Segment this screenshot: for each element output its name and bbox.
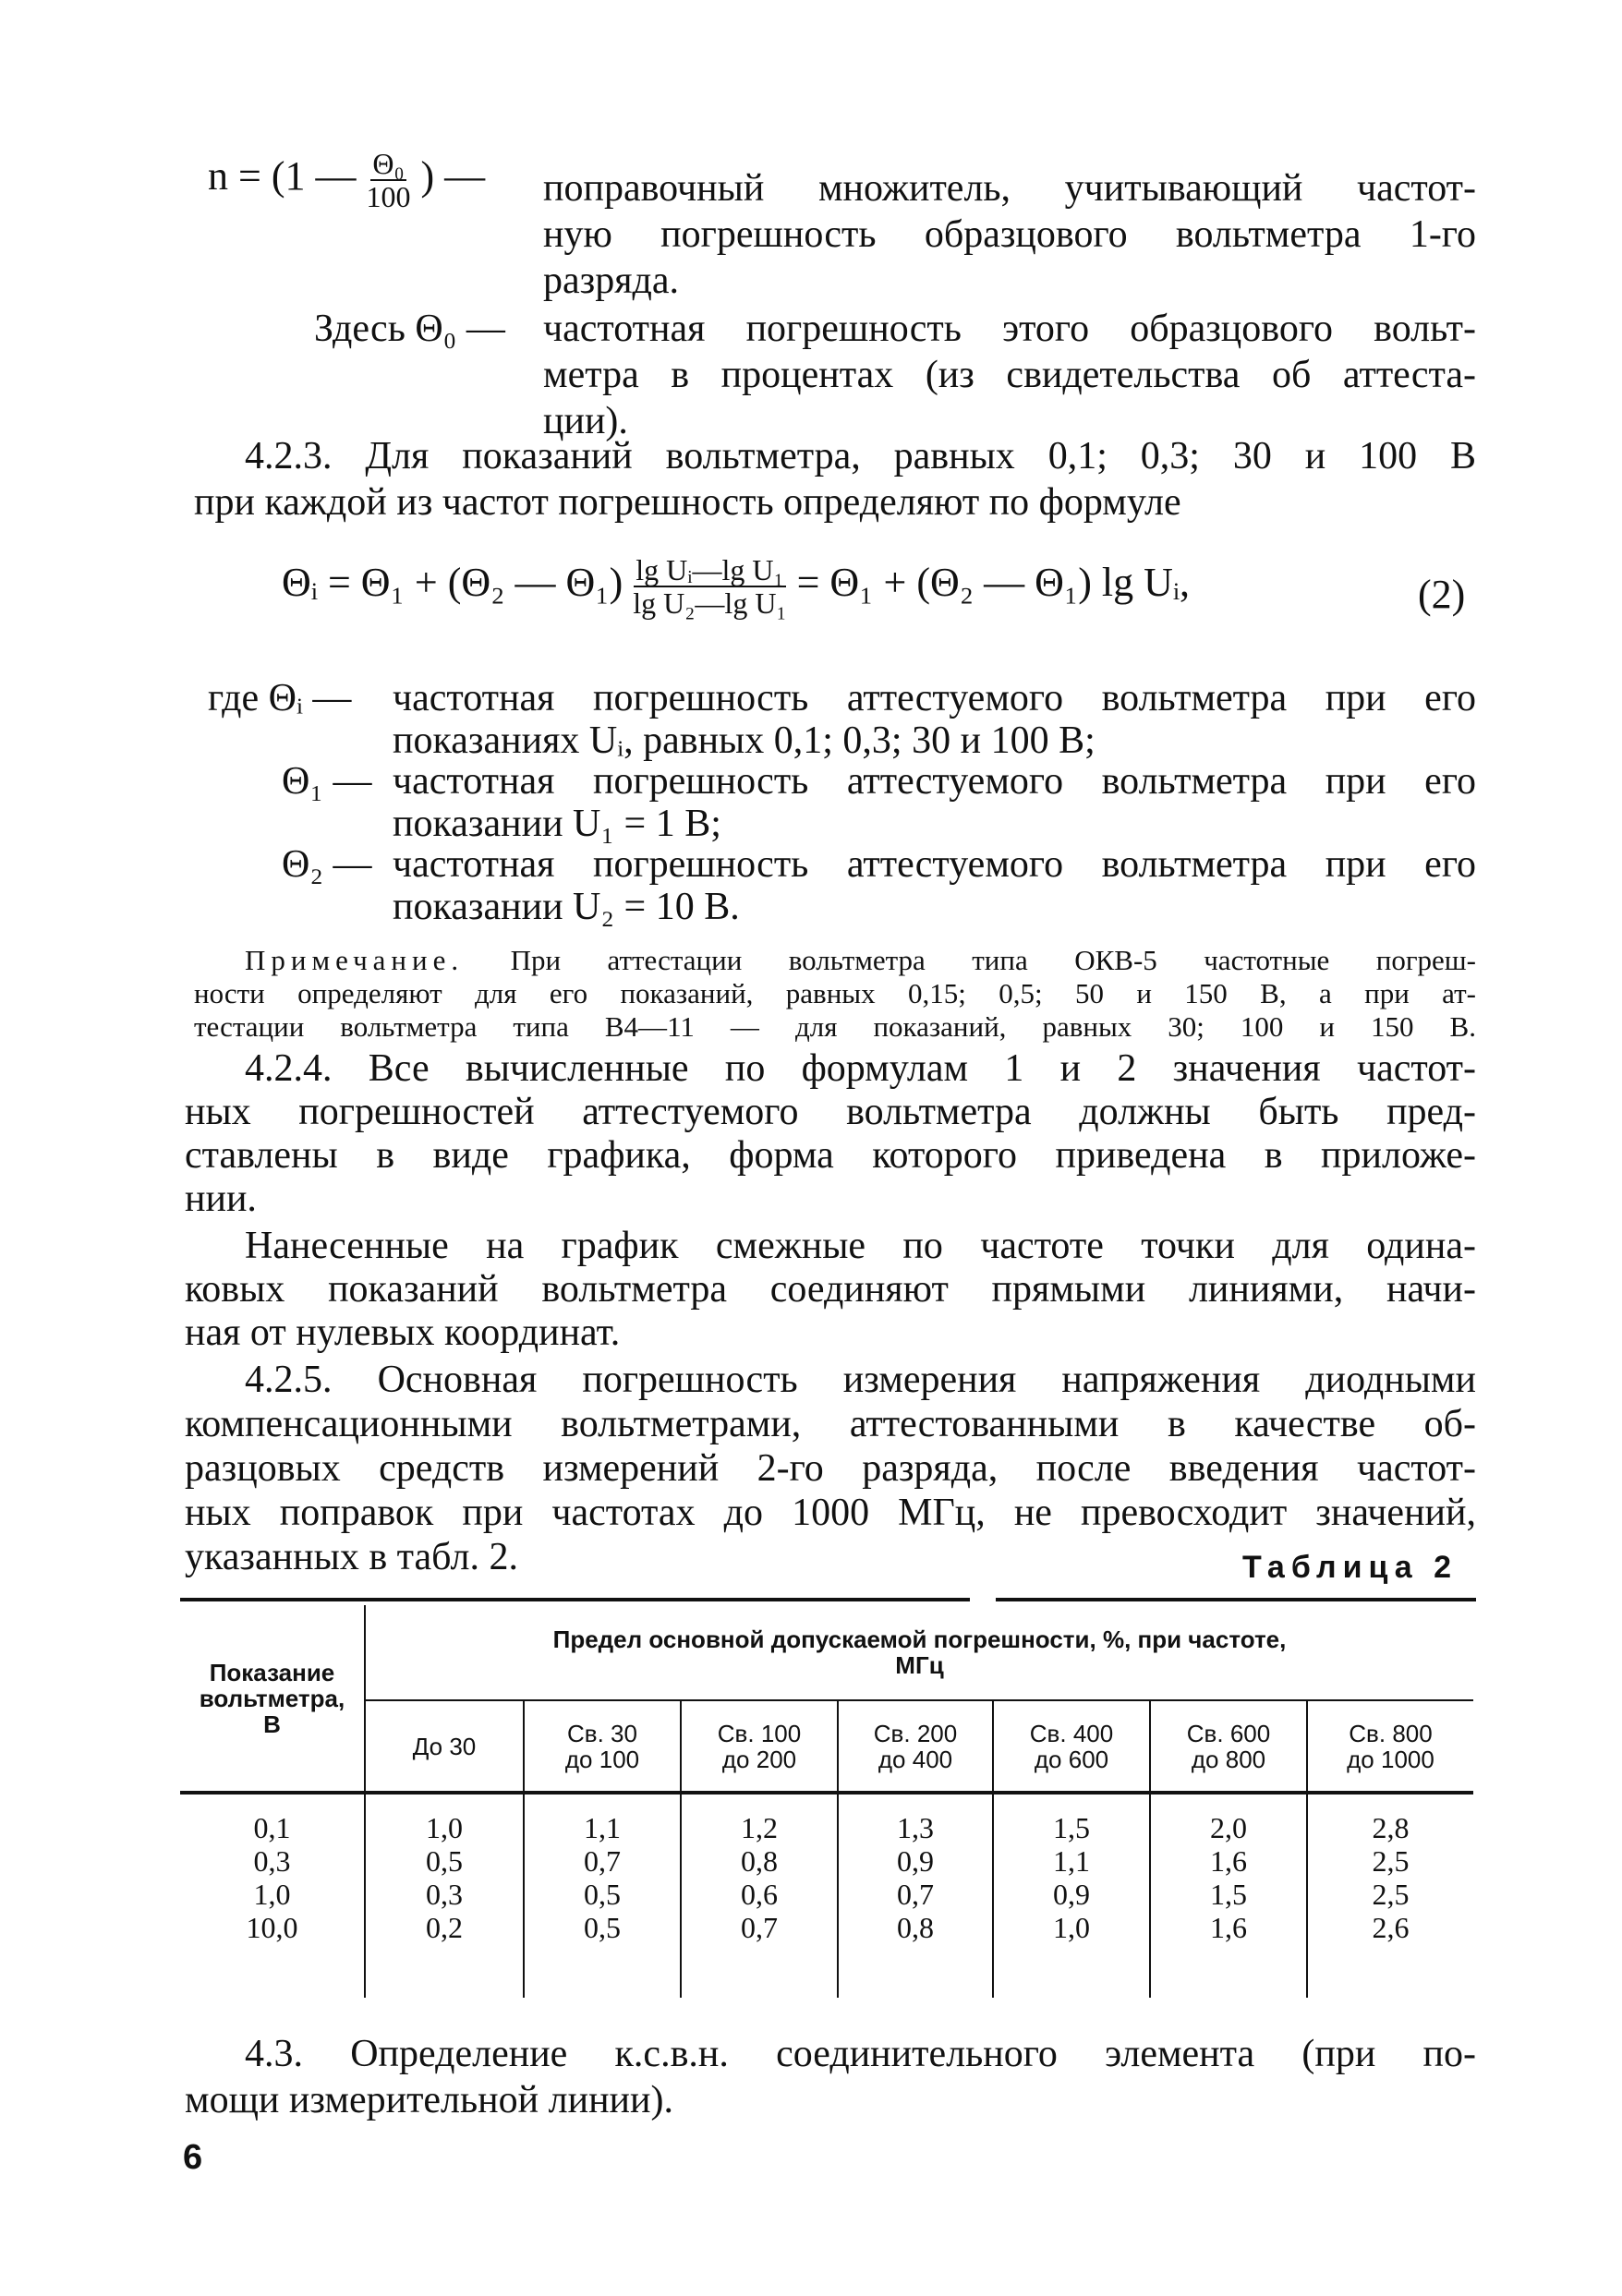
- col-header-text: До 30: [412, 1732, 477, 1760]
- formula-n-fraction: [366, 148, 410, 212]
- here-line-2: метра в процентах (из свидетельства об аттеста-: [543, 354, 1476, 396]
- col-header: [681, 1700, 838, 1793]
- value-column: [838, 1793, 993, 1998]
- where-1-b: показаниях Uᵢ, равных 0,1; 0,3; 30 и 100 В;: [393, 719, 1095, 762]
- formula-n-frac-num: Θ₀: [372, 147, 405, 180]
- here-line-1: частотная погрешность этого образцового вольт-: [543, 308, 1476, 350]
- note-line-1: [245, 944, 1476, 977]
- p424-line-1: 4.2.4. Все вычисленные по формулам 1 и 2 значения частот-: [245, 1047, 1476, 1090]
- value-column: [681, 1793, 838, 1998]
- value-cell: 0,3: [426, 1878, 463, 1911]
- value-cell: 1,2: [741, 1811, 778, 1844]
- where-3-label: Θ₂ —: [282, 843, 372, 886]
- value-column: [993, 1793, 1150, 1998]
- where-3-a: частотная погрешность аттестуемого вольтметра при его: [393, 843, 1476, 886]
- p423-line-2: при каждой из частот погрешность определяют по формуле: [194, 481, 1181, 524]
- p424-line-2: ных погрешностей аттестуемого вольтметра должны быть пред-: [185, 1091, 1476, 1133]
- col-header: [1307, 1700, 1473, 1793]
- value-column: [1150, 1793, 1307, 1998]
- table-top-rule-right: [996, 1598, 1476, 1601]
- p425-line-4: ных поправок при частотах до 1000 МГц, не превосходит значений,: [185, 1492, 1476, 1534]
- value-cell: 0,5: [584, 1911, 621, 1944]
- note-text-1: При аттестации вольтметра типа ОКВ-5 частотные погреш-: [510, 944, 1476, 976]
- p425-line-1: 4.2.5. Основная погрешность измерения напряжения диодными: [245, 1359, 1476, 1401]
- value-cell: 0,7: [897, 1878, 934, 1911]
- formula-n-lhs: n = (1 —: [208, 153, 357, 199]
- where-2-a: частотная погрешность аттестуемого вольтметра при его: [393, 760, 1476, 803]
- value-cell: 2,6: [1372, 1911, 1410, 1944]
- col-header-text: Св. 100 до 200: [717, 1719, 802, 1773]
- formula-2-frac-den: lg U₂—lg U₁: [633, 586, 787, 620]
- where-1-label: где Θᵢ —: [208, 677, 352, 719]
- p423-line-1: 4.2.3. Для показаний вольтметра, равных 0,1; 0,3; 30 и 100 В: [245, 435, 1476, 477]
- p424-line-4: нии.: [185, 1178, 257, 1220]
- group-header-text: Предел основной допускаемой погрешности, %, при частоте, МГц: [552, 1625, 1287, 1679]
- p424-line-5: Нанесенные на график смежные по частоте точки для одина-: [245, 1225, 1476, 1267]
- where-3-b: показании U₂ = 10 В.: [393, 886, 740, 928]
- col-header-text: Св. 600 до 800: [1186, 1719, 1271, 1773]
- value-cell: 1,0: [426, 1811, 463, 1844]
- value-cell: 0,9: [1053, 1878, 1090, 1911]
- formula-n: [208, 148, 485, 212]
- reading-cell: 0,1: [253, 1811, 291, 1844]
- reading-cell: 0,3: [253, 1844, 291, 1878]
- row-header: [180, 1605, 365, 1793]
- note-line-2: ности определяют для его показаний, равных 0,15; 0,5; 50 и 150 В, а при ат-: [194, 977, 1476, 1009]
- value-cell: 2,0: [1210, 1811, 1247, 1844]
- value-cell: 1,6: [1210, 1844, 1247, 1878]
- value-cell: 1,3: [897, 1811, 934, 1844]
- value-column: [1307, 1793, 1473, 1998]
- value-cell: 2,5: [1372, 1878, 1410, 1911]
- value-cell: 1,1: [584, 1811, 621, 1844]
- value-cell: 0,9: [897, 1844, 934, 1878]
- col-header: [993, 1700, 1150, 1793]
- note-line-3: тестации вольтметра типа В4—11 — для показаний, равных 30; 100 и 150 В.: [194, 1010, 1476, 1043]
- formula-2-fraction: [633, 554, 786, 619]
- note-label: Примечание.: [245, 944, 465, 976]
- formula-n-rhs: ) —: [420, 153, 486, 199]
- here-label: Здесь Θ₀ —: [314, 308, 505, 350]
- col-header: [365, 1700, 524, 1793]
- where-2-label: Θ₁ —: [282, 760, 372, 803]
- reading-column: [180, 1793, 365, 1998]
- value-cell: 2,8: [1372, 1811, 1410, 1844]
- table-top-rule-left: [180, 1598, 970, 1601]
- col-header-text: Св. 30 до 100: [564, 1719, 640, 1773]
- value-cell: 0,6: [741, 1878, 778, 1911]
- formula-n-desc-1: поправочный множитель, учитывающий частот-: [543, 167, 1476, 210]
- row-header-text: Показание вольтметра, В: [199, 1658, 345, 1738]
- p425-line-5: указанных в табл. 2.: [185, 1536, 518, 1578]
- col-header-text: Св. 400 до 600: [1029, 1719, 1114, 1773]
- value-cell: 2,5: [1372, 1844, 1410, 1878]
- p43-line-1: 4.3. Определение к.с.в.н. соединительного элемента (при по-: [245, 2033, 1476, 2075]
- col-header: [1150, 1700, 1307, 1793]
- value-cell: 0,5: [584, 1878, 621, 1911]
- col-header: [838, 1700, 993, 1793]
- p424-line-7: ная от нулевых координат.: [185, 1311, 621, 1354]
- accuracy-table: [180, 1605, 1473, 1998]
- value-cell: 0,2: [426, 1911, 463, 1944]
- reading-cell: 10,0: [246, 1911, 298, 1944]
- p43-line-2: мощи измерительной линии).: [185, 2079, 673, 2121]
- value-cell: 1,0: [1053, 1911, 1090, 1944]
- col-header: [524, 1700, 681, 1793]
- value-cell: 0,8: [741, 1844, 778, 1878]
- formula-2-lhs: Θᵢ = Θ₁ + (Θ₂ — Θ₁): [282, 560, 623, 606]
- reading-cell: 1,0: [253, 1878, 291, 1911]
- value-cell: 0,8: [897, 1911, 934, 1944]
- col-header-text: Св. 800 до 1000: [1347, 1719, 1434, 1773]
- where-1-a: частотная погрешность аттестуемого вольтметра при его: [393, 677, 1476, 719]
- group-header: [365, 1605, 1473, 1700]
- page-number: 6: [183, 2138, 203, 2177]
- where-2-b: показании U₁ = 1 В;: [393, 803, 721, 845]
- formula-n-desc-3: разряда.: [543, 260, 680, 302]
- formula-2-rhs: = Θ₁ + (Θ₂ — Θ₁) lg Uᵢ,: [796, 560, 1191, 606]
- value-cell: 1,1: [1053, 1844, 1090, 1878]
- value-cell: 1,5: [1210, 1878, 1247, 1911]
- col-header-text: Св. 200 до 400: [873, 1719, 958, 1773]
- value-column: [524, 1793, 681, 1998]
- here-line-3: ции).: [543, 400, 628, 442]
- value-cell: 0,5: [426, 1844, 463, 1878]
- table-body-row: [180, 1793, 1473, 1998]
- value-cell: 1,5: [1053, 1811, 1090, 1844]
- p425-line-3: разцовых средств измерений 2-го разряда, после введения частот-: [185, 1447, 1476, 1490]
- value-cell: 0,7: [584, 1844, 621, 1878]
- value-cell: 1,6: [1210, 1911, 1247, 1944]
- p425-line-2: компенсационными вольтметрами, аттестованными в качестве об-: [185, 1403, 1476, 1445]
- formula-2-frac-num: lg Uᵢ—lg U₁: [635, 553, 784, 586]
- formula-n-desc-2: ную погрешность образцового вольтметра 1-го: [543, 213, 1476, 256]
- formula-n-frac-den: 100: [366, 180, 411, 213]
- table-caption: Таблица 2: [1242, 1550, 1459, 1585]
- formula-2-number: (2): [1418, 572, 1466, 617]
- value-cell: 0,7: [741, 1911, 778, 1944]
- p424-line-3: ставлены в виде графика, форма которого приведена в приложе-: [185, 1134, 1476, 1177]
- formula-2: [282, 554, 1190, 619]
- column-header-row: [180, 1700, 1473, 1793]
- p424-line-6: ковых показаний вольтметра соединяют прямыми линиями, начи-: [185, 1268, 1476, 1311]
- value-column: [365, 1793, 524, 1998]
